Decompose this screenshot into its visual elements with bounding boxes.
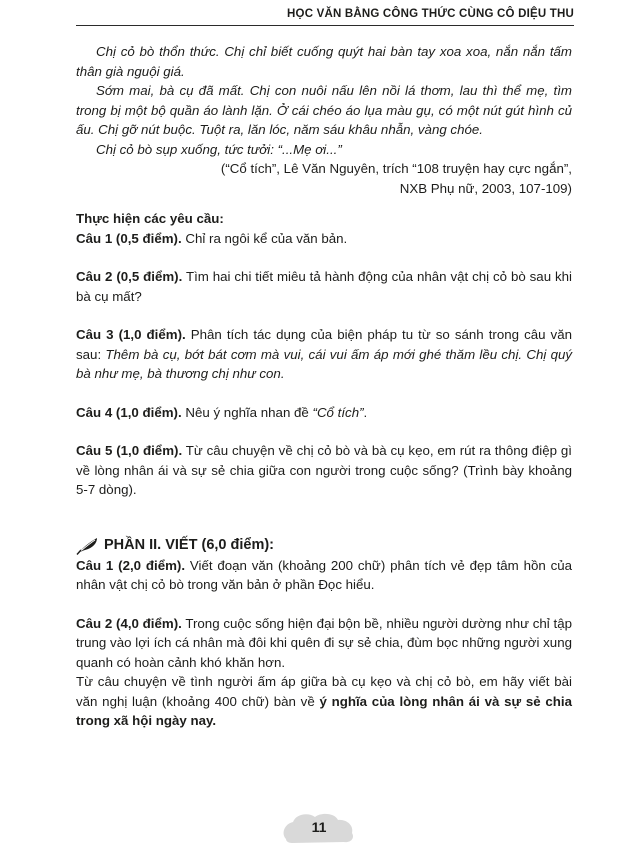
question-label: Câu 5 (1,0 điểm). xyxy=(76,443,183,458)
question-text: Nêu ý nghĩa nhan đề xyxy=(181,404,313,420)
citation-line: NXB Phụ nữ, 2003, 107-109) xyxy=(399,180,572,196)
story-paragraph: Sớm mai, bà cụ đã mất. Chị con nuôi nấu lên nồi lá thơm, lau thì thể mẹ, tìm trong bị một bộ quần áo lành lặn. Ở cái chéo áo lụa màu gụ, có một nút gút hình củ ấu. Chị gỡ nút buộc. Tuột ra, lăn lóc, năm sáu khâu nhẫn, vàng chóe. xyxy=(76,83,572,137)
question-text: Tìm hai chi tiết miêu tả hành động của nhân vật chị cỏ bò sau khi bà cụ mất? xyxy=(76,269,572,304)
feather-pen-icon xyxy=(76,537,100,555)
page-number-tab xyxy=(280,811,358,845)
section-title: PHẦN II. VIẾT (6,0 điểm): xyxy=(104,536,274,553)
page-number: 11 xyxy=(311,819,327,835)
question-label: Câu 1 (0,5 điểm). xyxy=(76,230,182,246)
question-quote: Thêm bà cụ, bớt bát cơm mà vui, cái vui ấm áp mới ghé thăm lều chị. Chị quý bà như mẹ, bà thương chị như con. xyxy=(76,346,573,381)
question-text: Viết đoạn văn (khoảng 200 chữ) phân tích vẻ đẹp tâm hồn của nhân vật chị cỏ bò trong văn bản ở phần Đọc hiểu. xyxy=(76,557,573,592)
question-1 xyxy=(76,229,572,249)
page-content xyxy=(76,42,572,731)
writing-section-heading xyxy=(76,536,572,556)
question-2 xyxy=(76,267,572,306)
question-4 xyxy=(76,403,572,423)
question-text: Từ câu chuyện về tình người ấm áp giữa bà cụ kẹo và chị cỏ bò, em hãy viết bài văn nghị luận (khoảng 400 chữ) bàn về xyxy=(76,674,572,709)
writing-question-2 xyxy=(76,614,572,673)
question-title-ref: “Cổ tích” xyxy=(312,404,364,420)
question-label: Câu 2 (0,5 điểm). xyxy=(76,269,183,284)
question-3 xyxy=(76,325,572,384)
writing-question-1 xyxy=(76,556,572,595)
story-excerpt xyxy=(76,42,572,159)
question-text: Phân tích tác dụng của biện pháp tu từ so sánh trong câu văn sau: xyxy=(76,327,573,362)
header-rule xyxy=(76,25,574,26)
question-5 xyxy=(76,441,572,500)
question-text: Chỉ ra ngôi kể của văn bản. xyxy=(181,230,348,246)
story-paragraph: Chị cỏ bò sụp xuống, tức tưởi: “...Mẹ ơi...” xyxy=(96,141,342,157)
question-label: Câu 4 (1,0 điểm). xyxy=(76,404,182,420)
running-header: HỌC VĂN BẰNG CÔNG THỨC CÙNG CÔ DIỆU THU xyxy=(287,8,574,20)
question-label: Câu 2 (4,0 điểm). xyxy=(76,615,182,631)
question-label: Câu 1 (2,0 điểm). xyxy=(76,557,186,573)
story-paragraph: Chị cỏ bò thổn thức. Chị chỉ biết cuống quýt hai bàn tay xoa xoa, nắn nắn tấm thân già nguội giá. xyxy=(76,44,572,79)
question-text: Từ câu chuyện về chị cỏ bò và bà cụ kẹo, em rút ra thông điệp gì về lòng nhân ái và sự sẻ chia giữa con người trong cuộc sống? (Trình bày khoảng 5-7 dòng). xyxy=(76,443,572,497)
citation-line: (“Cổ tích”, Lê Văn Nguyên, trích “108 truyện hay cực ngắn”, xyxy=(220,161,572,176)
writing-question-2-continued xyxy=(76,672,572,731)
question-text: Trong cuộc sống hiện đại bộn bề, nhiều người dường như chỉ tập trung vào lợi ích cá nhân mà đôi khi quên đi sự sẻ chia, đùm bọc những người xung quanh có hoàn cảnh khó khăn hơn. xyxy=(76,615,572,670)
question-label: Câu 3 (1,0 điểm). xyxy=(76,327,186,342)
tasks-heading: Thực hiện các yêu cầu: xyxy=(76,211,224,226)
question-emphasis: ý nghĩa của lòng nhân ái và sự sẻ chia trong xã hội ngày nay. xyxy=(76,693,572,728)
question-end: . xyxy=(363,404,368,420)
